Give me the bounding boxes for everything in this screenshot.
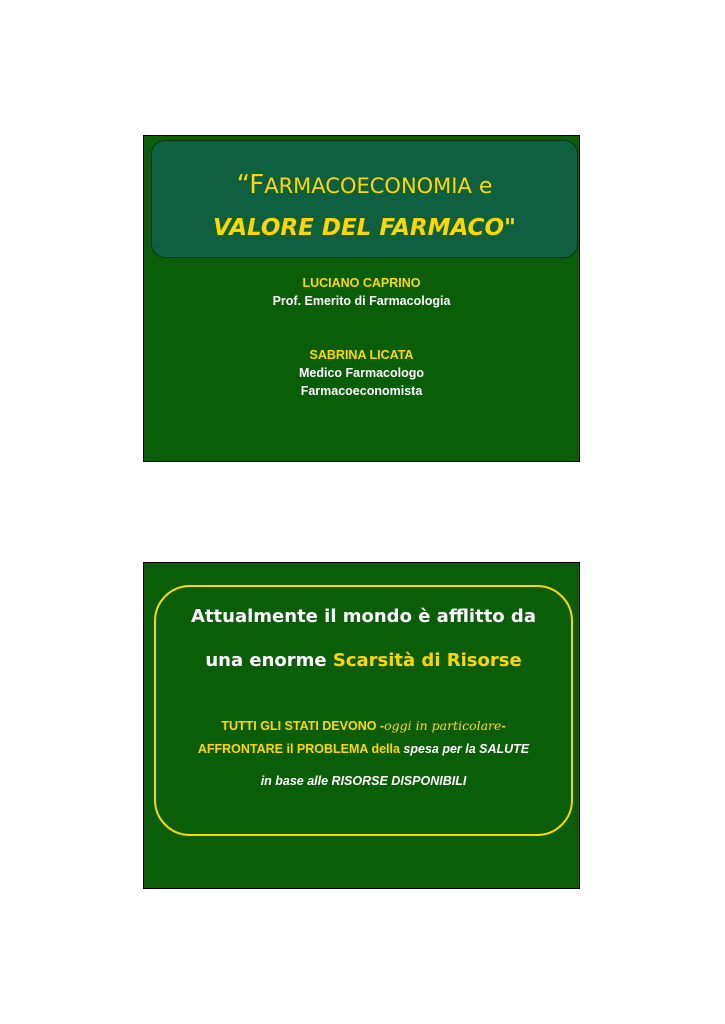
headline-highlight: Scarsità di Risorse [332, 650, 522, 671]
title-initial: F [249, 170, 265, 200]
title-line-2 [152, 214, 577, 242]
title-conjunction: e [471, 174, 493, 199]
title-quote-open: “ [236, 170, 250, 200]
author-2-role-2: Farmacoeconomista [300, 384, 423, 398]
title-quote-close: " [504, 215, 516, 241]
body-line-2-italic: spesa per la SALUTE [403, 742, 530, 756]
title-box [151, 140, 578, 258]
body-line-1-dash: - [501, 719, 506, 733]
author-2-name: SABRINA LICATA [309, 348, 414, 362]
author-1-name: LUCIANO CAPRINO [302, 276, 421, 290]
author-2-role-1: Medico Farmacologo [298, 366, 425, 380]
slide-2 [143, 562, 580, 889]
title-subtitle: VALORE DEL FARMACO [213, 215, 504, 241]
body-line-1-script: oggi in particolare [384, 718, 502, 733]
headline-line-2 [156, 649, 571, 673]
body-line-1-text: TUTTI GLI STATI DEVONO - [221, 719, 385, 733]
headline-line-1: Attualmente il mondo è afflitto da [191, 606, 536, 627]
title-word: ARMACOECONOMIA [264, 174, 472, 198]
body-line-3: in base alle RISORSE DISPONIBILI [260, 774, 467, 788]
content-box [154, 585, 573, 836]
body-line-1 [156, 717, 571, 735]
author-2 [144, 346, 579, 400]
author-1 [144, 274, 579, 310]
body-line-2 [156, 740, 571, 758]
headline-text: una enorme [205, 650, 333, 671]
author-1-role: Prof. Emerito di Farmacologia [272, 294, 451, 308]
title-line-1 [152, 171, 577, 201]
body-line-2-text: AFFRONTARE il PROBLEMA della [197, 742, 404, 756]
slide-1 [143, 135, 580, 462]
